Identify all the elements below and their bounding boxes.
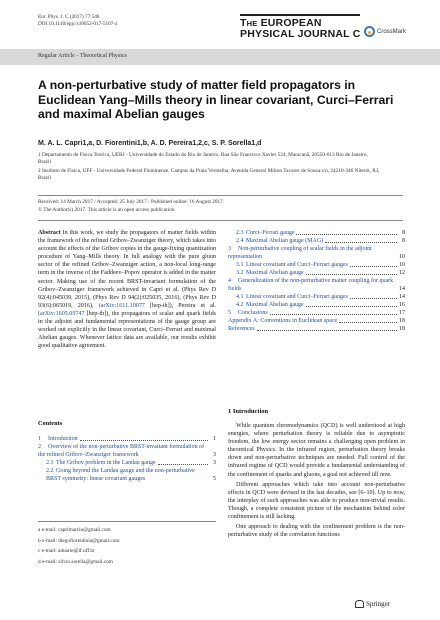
affiliation-1: 1 Departamento de Física Teórica, UERJ - Universidade do Estado do Rio de Janeiro, Rua São Francisco Xavier 524, Maracanã, 20550-013 Rio de Janeiro, Brazil xyxy=(38,152,368,165)
toc-entry-label xyxy=(228,245,395,261)
divider xyxy=(38,220,403,221)
citation-line: Eur. Phys. J. C (2017) 77:546 xyxy=(38,14,100,20)
toc-entry-number: 3.2 xyxy=(236,270,244,276)
toc-entry-label xyxy=(46,467,206,483)
toc-entry-text: Going beyond the Landau gauge and the non-perturbative BRST symmetry: linear covariant gauges xyxy=(46,468,195,482)
publication-dates xyxy=(38,199,223,214)
toc-entry-number: 3.1 xyxy=(236,262,244,268)
toc-page-number: 16 xyxy=(399,302,405,308)
footnote[interactable]: a e-mail: caprimarcio@gmail.com xyxy=(38,527,111,533)
toc-entry[interactable] xyxy=(228,229,405,237)
toc-entry-text: The Gribov problem in the Landau gauge xyxy=(56,460,156,466)
toc-entry-text: Linear covariant and Curci–Ferrari gauges xyxy=(246,262,348,268)
author-emails xyxy=(38,521,216,567)
toc-entry-label xyxy=(38,435,78,443)
toc-entry-text: Linear covariant and Curci–Ferrari gauges xyxy=(246,294,348,300)
toc-entry[interactable] xyxy=(38,443,216,459)
crossmark-badge[interactable] xyxy=(364,26,406,37)
toc-entry-label xyxy=(236,229,294,237)
toc-entry-text: Maximal Abelian gauge (MAG) xyxy=(246,238,324,244)
toc-page-number: 17 xyxy=(399,310,405,316)
toc-leader xyxy=(296,234,397,235)
toc-leader xyxy=(257,330,397,331)
toc-leader xyxy=(339,322,397,323)
section-heading: 1 Introduction xyxy=(228,408,269,415)
toc-entry-label xyxy=(236,301,304,309)
toc-entry-text: Curci–Ferrari gauge xyxy=(246,230,295,236)
toc-entry-label xyxy=(236,237,323,245)
toc-page-number: 3 xyxy=(213,460,216,466)
toc-leader xyxy=(350,298,397,299)
toc-leader xyxy=(158,464,208,465)
toc-entry-text: Generalization of the non-perturbative matter coupling for quark fields xyxy=(228,278,394,292)
toc-entry-label xyxy=(236,261,348,269)
toc-entry-number: 4 xyxy=(228,278,231,284)
toc-page-number: 8 xyxy=(402,238,405,244)
toc-entry-text: Conclusions xyxy=(238,310,268,316)
publisher-name: Springer xyxy=(366,600,391,608)
toc-entry[interactable] xyxy=(228,325,405,333)
publisher-logo xyxy=(355,600,390,608)
toc-entry[interactable] xyxy=(228,317,405,325)
paragraph: Different approaches which take into account non-perturbative effects in QCD were devised in the last decades, see [6–10]. Up to now, the interplay of such approaches was able to produce non-trivial results. Though, a complete consistent picture of the mechanism behind color confinement is still lacking. xyxy=(228,481,405,521)
toc-entry-label xyxy=(228,277,395,293)
toc-entry[interactable] xyxy=(38,459,216,467)
crossmark-icon xyxy=(364,26,375,37)
toc-page-number: 5 xyxy=(213,476,216,482)
toc-entry-label xyxy=(46,459,156,467)
toc-entry[interactable] xyxy=(38,467,216,483)
introduction-text xyxy=(228,422,405,541)
toc-entry-text: Appendix A: Conventions in Euclidean space xyxy=(228,318,338,324)
toc-page-number: 14 xyxy=(399,294,405,300)
toc-page-number: 18 xyxy=(399,326,405,332)
toc-entry-label xyxy=(38,443,206,459)
toc-entry-text: Overview of the non-perturbative BRST-invariant formulation of the refined Gribov–Zwanziger framework xyxy=(38,444,205,458)
toc-entry[interactable] xyxy=(228,277,405,293)
contents-heading: Contents xyxy=(38,420,63,427)
springer-horse-icon xyxy=(355,600,364,608)
toc-entry[interactable] xyxy=(228,301,405,309)
toc-entry-text: Maximal Abelian gauge xyxy=(246,302,304,308)
toc-entry[interactable] xyxy=(228,293,405,301)
toc-page-number: 18 xyxy=(399,318,405,324)
affiliation-2: 2 Instituto de Física, UFF - Universidade Federal Fluminense, Campus da Praia Vermelha, Avenida General Milton Tavares de Souza s/n, 24210-346 Niterói, RJ, Brazil xyxy=(38,168,380,181)
article-type-label: Regular Article - Theoretical Physics xyxy=(38,53,127,59)
toc-entry-label xyxy=(236,293,348,301)
toc-entry-text: Maximal Abelian gauge xyxy=(246,270,304,276)
toc-entry[interactable] xyxy=(228,309,405,317)
toc-page-number: 14 xyxy=(399,286,405,292)
toc-leader xyxy=(350,266,397,267)
toc-leader xyxy=(325,242,397,243)
toc-leader xyxy=(80,440,208,441)
toc-entry-number: 2.2 xyxy=(46,468,54,474)
toc-entry-number: 2.1 xyxy=(46,460,54,466)
paragraph: One approach to dealing with the confinement problem is the non-perturbative study of the correlation functions xyxy=(228,524,405,539)
table-of-contents-left xyxy=(38,435,216,483)
toc-entry-number: 3 xyxy=(228,246,231,252)
author-list: M. A. L. Capri1,a, D. Fiorentini1,b, A. D. Pereira1,2,c, S. P. Sorella1,d xyxy=(38,140,262,147)
toc-entry-number: 2.3 xyxy=(236,230,244,236)
toc-page-number: 1 xyxy=(213,436,216,442)
toc-entry[interactable] xyxy=(228,261,405,269)
doi-line: DOI 10.1140/epjc/s10052-017-5107-z xyxy=(38,21,118,27)
toc-entry-text: Non-perturbative coupling of scalar fields in the adjoint representation xyxy=(228,246,372,260)
toc-entry-label xyxy=(228,325,255,333)
toc-entry-label xyxy=(228,317,337,325)
toc-entry[interactable] xyxy=(228,237,405,245)
toc-leader xyxy=(270,314,397,315)
toc-page-number: 3 xyxy=(213,452,216,458)
footnote[interactable]: b e-mail: diegofiorentinia@gmail.com xyxy=(38,537,120,544)
toc-leader xyxy=(306,306,397,307)
article-type-banner xyxy=(0,49,440,65)
arxiv-link[interactable]: (arXiv:1605.09747 xyxy=(38,310,85,317)
abstract: Abstract In this work, we study the propagators of matter fields within the framework of the refined Gribov–Zwanziger theory, which takes into account the effects of the Gribov copies in the gauge-fixing quantization procedure of Yang–Mills theory. In full analogy with the pure gluon sector of the refined Gribov–Zwanziger action, a non-local long-range term in the inverse of the Faddeev–Popov operator is added in the matter sector. Making use of the recent BRST-invariant formulation of the Gribov–Zwanziger framework achieved in Capri et al. (Phys Rev D 92(4):045039, 2015), (Phys Rev D 94(2):025035, 2016), (Phys Rev D 93(6):065019, 2016), (arXiv:1611.10077 [hep-th]), Pereira et al. (arXiv:1605.09747 [hep-th]), the propagators of scalar and quark fields in the adjoint and fundamental representations of the gauge group are worked out explicitly in the linear covariant, Curci–Ferrari and maximal Abelian gauges. Whenever lattice data are available, our results exhibit good qualitative agreement. xyxy=(38,230,216,350)
arxiv-link[interactable]: (arXiv:1611.10077 xyxy=(98,302,145,309)
footnote[interactable]: c e-mail: aduarte@if.uff.br xyxy=(38,548,95,554)
toc-page-number: 8 xyxy=(402,230,405,236)
footnote[interactable]: d e-mail: silvio.sorella@gmail.com xyxy=(38,558,113,565)
toc-entry[interactable] xyxy=(228,269,405,277)
toc-entry-number: 2 xyxy=(38,444,41,450)
table-of-contents-right xyxy=(228,229,405,333)
toc-entry-number: 5 xyxy=(228,310,231,316)
toc-page-number: 10 xyxy=(399,262,405,268)
toc-entry-label xyxy=(228,309,268,317)
journal-logo: THE EUROPEAN PHYSICAL JOURNAL C xyxy=(240,14,360,40)
toc-entry-number: 1 xyxy=(38,436,41,442)
toc-entry-number: 2.4 xyxy=(236,238,244,244)
toc-entry-text: Introduction xyxy=(48,436,78,442)
toc-page-number: 12 xyxy=(399,270,405,276)
toc-page-number: 10 xyxy=(399,254,405,260)
copyright-line: © The Author(s) 2017. This article is an open access publication xyxy=(38,206,175,213)
article-title: A non-perturbative study of matter field propagators in Euclidean Yang–Mills theory in linear covariant, Curci–Ferrari and maximal Abelian gauges xyxy=(38,78,394,121)
abstract-label: Abstract xyxy=(38,230,61,236)
toc-entry-text: References xyxy=(228,326,255,332)
toc-entry-number: 4.1 xyxy=(236,294,244,300)
toc-leader xyxy=(306,274,397,275)
received-accepted-line: Received: 14 March 2017 / Accepted: 25 July 2017 / Published online: 16 August 2017 xyxy=(38,199,223,205)
toc-entry[interactable] xyxy=(228,245,405,261)
journal-citation xyxy=(38,14,117,28)
divider xyxy=(38,195,403,196)
toc-entry-number: 4.2 xyxy=(236,302,244,308)
crossmark-label: CrossMark xyxy=(377,28,407,35)
paragraph: While quantum chromodynamics (QCD) is well understood at high energies, where perturbation theory is reliable due to asymptotic freedom, the low energy sector remains a challenging open problem in theoretical Physics. In the infrared region, perturbation theory breaks down and non-perturbative techniques are needed. Full control of the infrared regime of QCD would provide a fundamental understanding of the confinement of quarks and gluons, a goal not achieved till now. xyxy=(228,423,405,478)
toc-entry-label xyxy=(236,269,304,277)
toc-entry[interactable] xyxy=(38,435,216,443)
